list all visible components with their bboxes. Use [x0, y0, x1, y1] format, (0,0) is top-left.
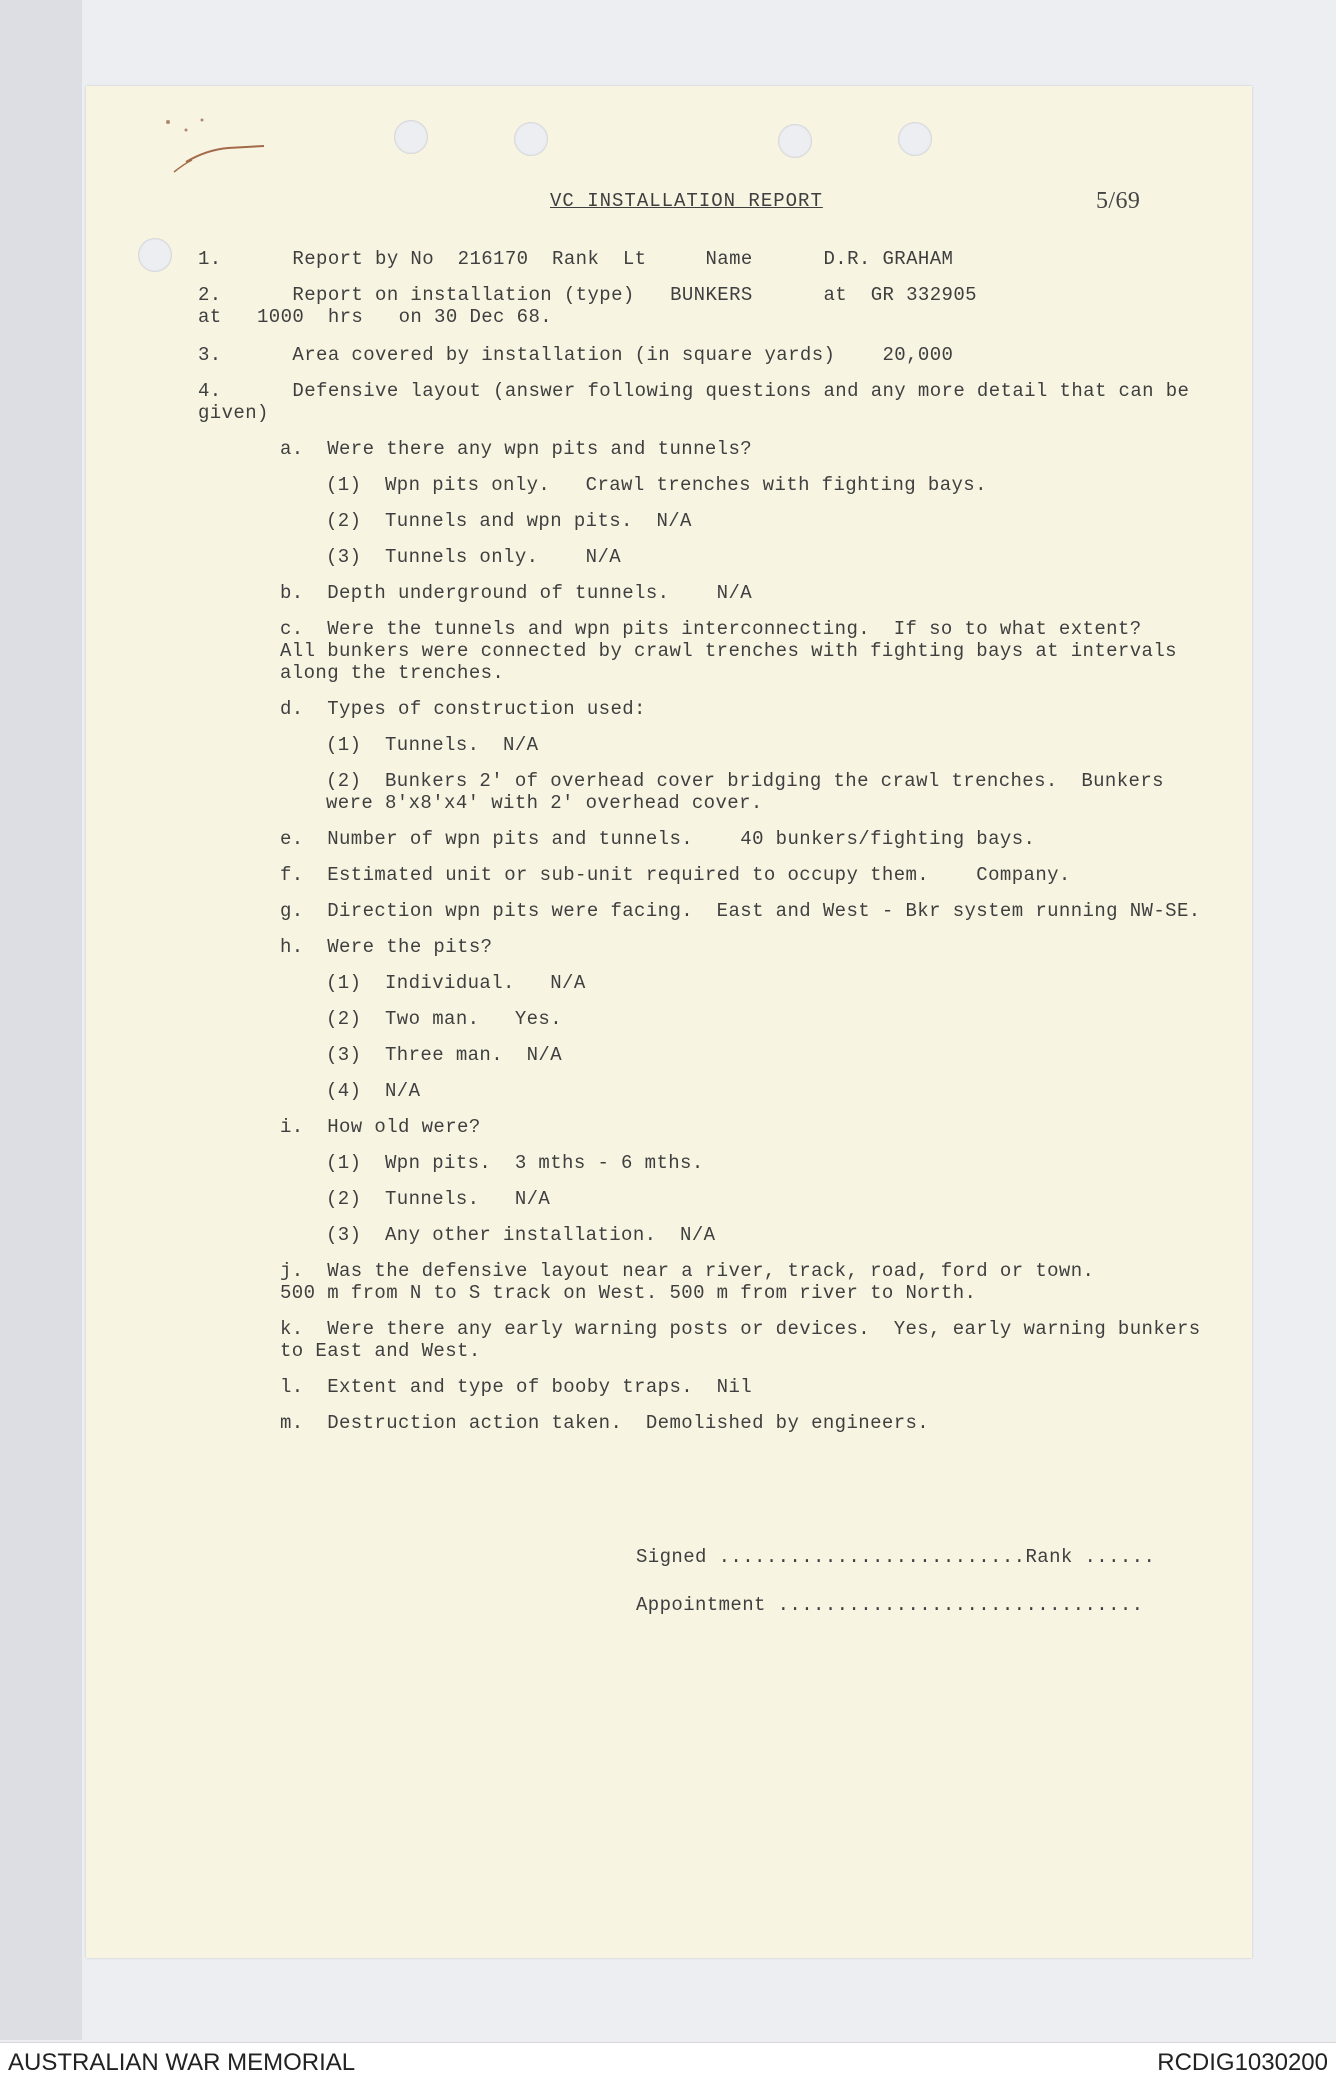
answer-a3: (3) Tunnels only. N/A: [326, 546, 622, 568]
signature-line: Signed ..........................Rank ......: [636, 1546, 1156, 1568]
answer-i1: (1) Wpn pits. 3 mths - 6 mths.: [326, 1152, 704, 1174]
answer-c-line2: along the trenches.: [280, 662, 505, 684]
scan-edge-strip: [0, 0, 82, 2040]
question-e: e. Number of wpn pits and tunnels. 40 bunkers/fighting bays.: [280, 828, 1036, 850]
document-page: [86, 86, 1252, 1958]
punch-hole: [394, 120, 428, 154]
question-d: d. Types of construction used:: [280, 698, 646, 720]
report-title: VC INSTALLATION REPORT: [550, 190, 823, 212]
question-c: c. Were the tunnels and wpn pits interconnecting. If so to what extent?: [280, 618, 1142, 640]
line-installation-type: 2. Report on installation (type) BUNKERS at GR 332905: [198, 284, 977, 306]
answer-a2: (2) Tunnels and wpn pits. N/A: [326, 510, 692, 532]
punch-hole: [778, 124, 812, 158]
question-m: m. Destruction action taken. Demolished by engineers.: [280, 1412, 930, 1434]
answer-k: to East and West.: [280, 1340, 481, 1362]
question-i: i. How old were?: [280, 1116, 481, 1138]
ink-mark: [146, 114, 266, 184]
question-g: g. Direction wpn pits were facing. East and West - Bkr system running NW-SE.: [280, 900, 1201, 922]
line-area-covered: 3. Area covered by installation (in square yards) 20,000: [198, 344, 954, 366]
answer-h2: (2) Two man. Yes.: [326, 1008, 563, 1030]
answer-a1: (1) Wpn pits only. Crawl trenches with fighting bays.: [326, 474, 987, 496]
question-l: l. Extent and type of booby traps. Nil: [280, 1376, 753, 1398]
question-b: b. Depth underground of tunnels. N/A: [280, 582, 753, 604]
question-h: h. Were the pits?: [280, 936, 493, 958]
punch-hole: [514, 122, 548, 156]
answer-d2-line2: were 8'x8'x4' with 2' overhead cover.: [326, 792, 763, 814]
answer-h3: (3) Three man. N/A: [326, 1044, 563, 1066]
punch-hole: [898, 122, 932, 156]
line-report-by: 1. Report by No 216170 Rank Lt Name D.R. GRAHAM: [198, 248, 954, 270]
answer-d1: (1) Tunnels. N/A: [326, 734, 539, 756]
question-j: j. Was the defensive layout near a river, track, road, ford or town.: [280, 1260, 1095, 1282]
answer-j: 500 m from N to S track on West. 500 m from river to North.: [280, 1282, 977, 1304]
punch-hole: [138, 238, 172, 272]
line-time-date: at 1000 hrs on 30 Dec 68.: [198, 306, 553, 328]
archive-footer: [0, 2042, 1336, 2081]
question-f: f. Estimated unit or sub-unit required to occupy them. Company.: [280, 864, 1071, 886]
appointment-line: Appointment ...............................: [636, 1594, 1144, 1616]
answer-c-line1: All bunkers were connected by crawl trenches with fighting bays at intervals: [280, 640, 1177, 662]
answer-i3: (3) Any other installation. N/A: [326, 1224, 716, 1246]
footer-institution: AUSTRALIAN WAR MEMORIAL: [8, 2049, 356, 2076]
footer-catalogue-id: RCDIG1030200: [1157, 2049, 1328, 2076]
answer-d2-line1: (2) Bunkers 2' of overhead cover bridging the crawl trenches. Bunkers: [326, 770, 1164, 792]
answer-i2: (2) Tunnels. N/A: [326, 1188, 551, 1210]
line-defensive-layout: 4. Defensive layout (answer following questions and any more detail that can be: [198, 380, 1190, 402]
question-k: k. Were there any early warning posts or devices. Yes, early warning bunkers: [280, 1318, 1201, 1340]
question-a: a. Were there any wpn pits and tunnels?: [280, 438, 753, 460]
page-reference: 5/69: [1096, 188, 1141, 214]
answer-h4: (4) N/A: [326, 1080, 421, 1102]
line-given: given): [198, 402, 269, 424]
answer-h1: (1) Individual. N/A: [326, 972, 586, 994]
